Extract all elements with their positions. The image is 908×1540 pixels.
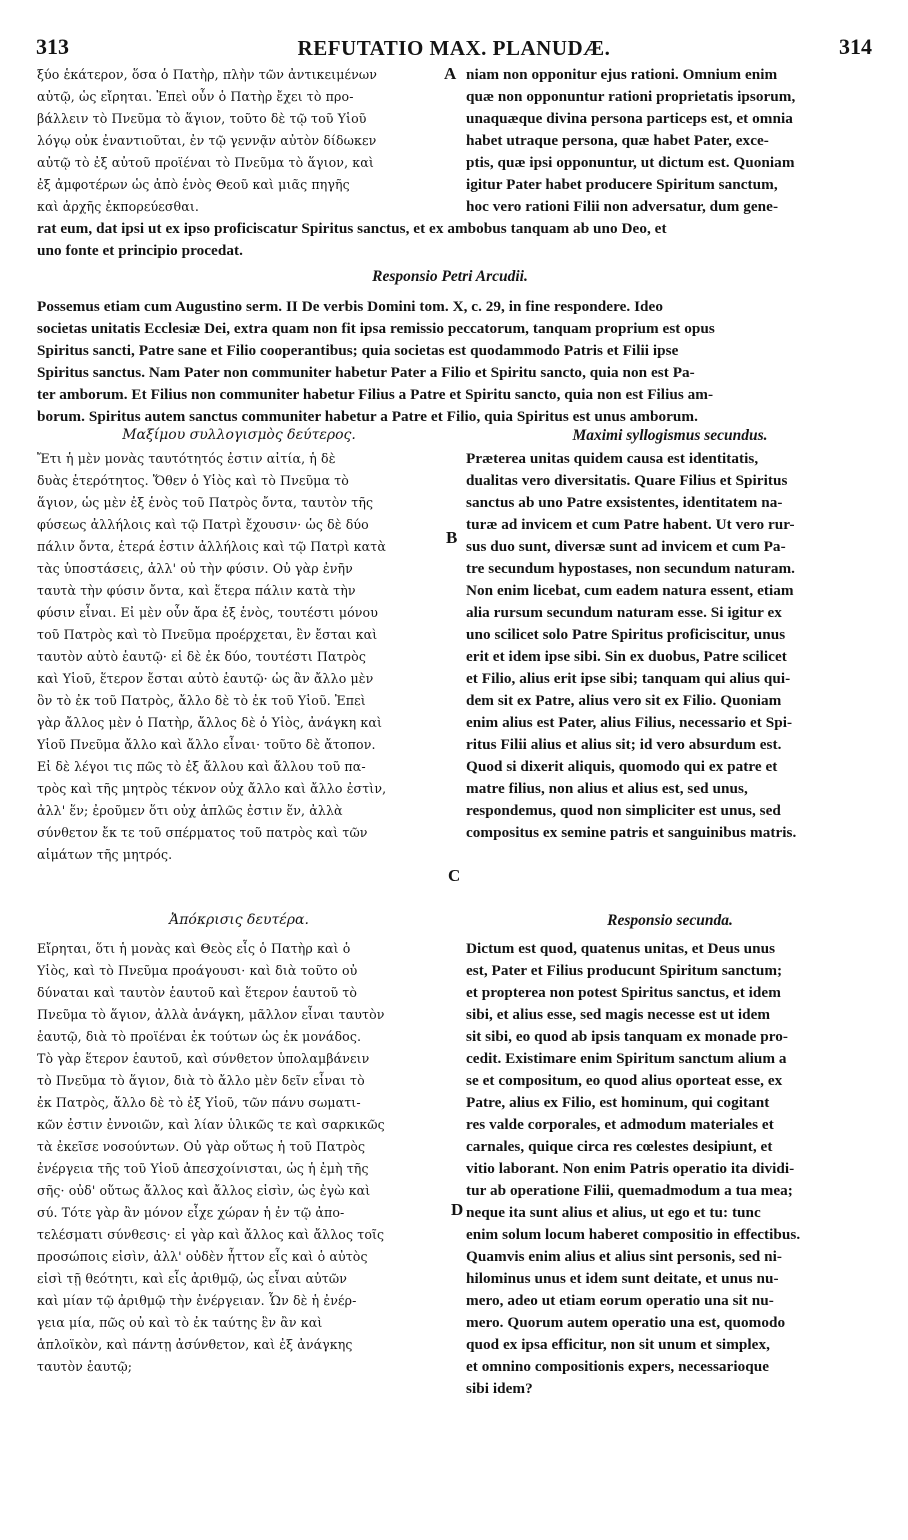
greek-text-line: Τὸ γὰρ ἕτερον ἑαυτοῦ, καὶ σύνθετον ὑπολαμβάνειν (37, 1051, 370, 1066)
greek-text-line: ἐνέργεια τῆς τοῦ Υἱοῦ ἀπεσχοίνισται, ὡς ἡ ἐμὴ τῆς (37, 1161, 369, 1176)
section-a-full-width-lines (37, 218, 877, 262)
page-header (36, 34, 872, 62)
latin-text-line: dualitas vero diversitatis. Quare Filius et Spiritus (466, 472, 788, 489)
latin-text-line: et omnino compositionis expers, necessarioque (466, 1358, 770, 1375)
greek-text-line: ταυτὸν αὐτὸ ἑαυτῷ· εἰ δὲ ἐκ δύο, τουτέστι Πατρὸς (37, 649, 366, 664)
latin-text-line: matre filius, non alius et alius est, sed unus, (466, 780, 748, 797)
latin-text-line: Quod si dixerit aliquis, quomodo qui ex patre et (466, 758, 778, 775)
latin-text-line: alia rursum secundum naturam esse. Si igitur ex (466, 604, 782, 621)
latin-text-line: Spiritus sanctus. Nam Pater non communiter habetur Pater a Filio et Spiritu sancto, quia non est Pa- (37, 364, 695, 381)
page-number-right: 314 (839, 34, 872, 59)
latin-text-line: hoc vero rationi Filii non adversatur, dum gene- (466, 198, 779, 215)
latin-text-line: tre secundum hypostases, non secundum naturam. (466, 560, 796, 577)
greek-text-line: Εἴρηται, ὅτι ἡ μονὰς καὶ Θεὸς εἷς ὁ Πατὴρ καὶ ὁ (37, 941, 351, 956)
greek-text-line: αὐτῷ, ὡς εἴρηται. Ἐπεὶ οὖν ὁ Πατὴρ ἔχει τὸ προ- (37, 89, 354, 104)
latin-text-line: erit et idem ipse sibi. Sin ex duobus, Patre scilicet (466, 648, 787, 665)
latin-text-line: sibi idem? (466, 1380, 533, 1397)
latin-text-line: Dictum est quod, quatenus unitas, et Deus unus (466, 940, 776, 957)
latin-text-line: neque ita sunt alius et alius, ut ego et tu: tunc (466, 1204, 761, 1221)
latin-text-line: igitur Pater habet producere Spiritum sanctum, (466, 176, 778, 193)
section-a-greek-column (37, 64, 441, 218)
latin-text-line: se et compositum, eo quod alius oporteat esse, ex (466, 1072, 783, 1089)
latin-text-line: unaquæque divina persona particeps est, et omnia (466, 110, 793, 127)
latin-text-line: tur ab operatione Filii, quemadmodum a tua mea; (466, 1182, 793, 1199)
responsio-secunda-latin-column (466, 938, 874, 1400)
latin-text-line: et propterea non potest Spiritus sanctus, et idem (466, 984, 781, 1001)
latin-text-line: Non enim licebat, cum eadem natura essent, etiam (466, 582, 794, 599)
latin-text-line: respondemus, quod non simpliciter est unus, sed (466, 802, 781, 819)
greek-text-line: εἰσὶ τῇ θεότητι, καὶ εἷς ἀριθμῷ, ὡς εἶναι αὐτῶν (37, 1271, 347, 1286)
greek-text-line: βάλλειν τὸ Πνεῦμα τὸ ἅγιον, τοῦτο δὲ τῷ τοῦ Υἱοῦ (37, 111, 367, 126)
greek-text-line: ἐξ ἀμφοτέρων ὡς ἀπὸ ἑνὸς Θεοῦ καὶ μιᾶς πηγῆς (37, 177, 350, 192)
latin-text-line: Quamvis enim alius et alius sint personis, sed ni- (466, 1248, 783, 1265)
greek-text-line: δυὰς ἑτερότητος. Ὅθεν ὁ Υἱὸς καὶ τὸ Πνεῦμα τὸ (37, 473, 349, 488)
greek-text-line: φύσιν εἶναι. Εἰ μὲν οὖν ἄρα ἐξ ἑνὸς, τουτέστι μόνου (37, 605, 378, 620)
greek-text-line: τελέσματι σύνθεσις· εἰ γὰρ καὶ ἄλλος καὶ ἄλλος τοῖς (37, 1227, 385, 1242)
latin-text-line: sus duo sunt, diversæ sunt ad invicem et cum Pa- (466, 538, 786, 555)
margin-letter-d: D (451, 1200, 464, 1219)
latin-text-line: enim solum locum haberet compositio in effectibus. (466, 1226, 801, 1243)
greek-text-line: ἀλλ' ἕν; ἐροῦμεν ὅτι οὐχ ἁπλῶς ἐστιν ἕν, ἀλλὰ (37, 803, 343, 818)
greek-text-line: καὶ ἀρχῆς ἐκπορεύεσθαι. (37, 199, 199, 214)
latin-text-line: cedit. Existimare enim Spiritum sanctum alium a (466, 1050, 787, 1067)
latin-text-line: hilominus unus et idem sunt deitate, et unus nu- (466, 1270, 779, 1287)
latin-text-line: mero. Quorum autem operatio una est, quomodo (466, 1314, 786, 1331)
greek-text-line: αἱμάτων τῆς μητρός. (37, 847, 173, 862)
responsio-secunda-greek-heading: Ἀπόκρισις δευτέρα. (169, 912, 309, 928)
latin-text-line: turæ ad invicem et cum Patre habent. Ut vero rur- (466, 516, 795, 533)
greek-text-line: προσώποις εἰσὶν, ἀλλ' οὐδὲν ἧττον εἷς καὶ ὁ αὐτὸς (37, 1249, 368, 1264)
latin-text-line: enim alius est Pater, alius Filius, necessario et Spi- (466, 714, 793, 731)
syllogismus-greek-heading: Μαξίμου συλλογισμὸς δεύτερος. (122, 427, 356, 443)
greek-text-line: ταυτὸν ἑαυτῷ; (37, 1359, 133, 1374)
greek-text-line: γὰρ ἄλλος μὲν ὁ Πατὴρ, ἄλλος δὲ ὁ Υἱὸς, ἀνάγκη καὶ (37, 715, 382, 730)
latin-text-line: dem sit ex Patre, alius vero sit ex Filio. Quoniam (466, 692, 782, 709)
margin-letter-c: C (448, 866, 461, 885)
greek-text-line: τὰς ὑποστάσεις, ἀλλ' οὐ τὴν φύσιν. Οὐ γὰρ ἐνῆν (37, 561, 353, 576)
greek-text-line: ἑαυτῷ, διὰ τὸ προϊέναι ἐκ τούτων ὡς ἐκ μονάδος. (37, 1029, 362, 1044)
latin-text-line: est, Pater et Filius producunt Spiritum sanctum; (466, 962, 783, 979)
greek-text-line: δύναται καὶ ταυτὸν ἑαυτοῦ καὶ ἕτερον ἑαυτοῦ τὸ (37, 985, 358, 1000)
latin-text-line: et Filio, alius erit ipse sibi; tanquam qui alius qui- (466, 670, 791, 687)
latin-text-line: Præterea unitas quidem causa est identitatis, (466, 450, 759, 467)
running-title: REFUTATIO MAX. PLANUDÆ. (297, 36, 611, 60)
greek-text-line: σῆς· οὐδ' οὕτως ἄλλος καὶ ἄλλος εἰσὶν, ὡς ἐγὼ καὶ (37, 1183, 371, 1198)
latin-text-line: mero, adeo ut etiam eorum operatio una sit nu- (466, 1292, 774, 1309)
greek-text-line: Εἰ δὲ λέγοι τις πῶς τὸ ἐξ ἄλλου καὶ ἄλλου τοῦ πα- (37, 759, 366, 774)
latin-text-line: ritus Filii alius et alius sit; id vero absurdum est. (466, 736, 782, 753)
greek-text-line: τοῦ Πατρὸς καὶ τὸ Πνεῦμα προέρχεται, ἓν ἔσται καὶ (37, 627, 378, 642)
latin-text-line: Patre, alius ex Filio, est hominum, qui cogitant (466, 1094, 770, 1111)
greek-text-line: Πνεῦμα τὸ ἅγιον, ἀλλὰ ἀνάγκη, μᾶλλον εἶναι ταυτὸν (37, 1007, 385, 1022)
responsio-secunda-greek-column (37, 938, 441, 1378)
responsio-secunda-latin-heading: Responsio secunda. (607, 912, 733, 929)
greek-text-line: ἅγιον, ὡς μὲν ἐξ ἑνὸς τοῦ Πατρὸς ὄντα, ταυτὸν τῆς (37, 495, 374, 510)
greek-text-line: κῶν ἐστιν ἐννοιῶν, καὶ λίαν ὑλικῶς τε καὶ σαρκικῶς (37, 1117, 385, 1132)
latin-text-line: ptis, quæ ipsi opponuntur, ut dictum est. Quoniam (466, 154, 795, 171)
syllogismus-latin-heading: Maximi syllogismus secundus. (572, 427, 768, 444)
greek-text-line: ταυτὰ τὴν φύσιν ὄντα, καὶ ἕτερα πάλιν κατὰ τὴν (37, 583, 356, 598)
latin-text-line: vitio laborant. Non enim Patris operatio ita dividi- (466, 1160, 795, 1177)
greek-text-line: σύνθετον ἔκ τε τοῦ σπέρματος τοῦ πατρὸς καὶ τῶν (37, 825, 368, 840)
greek-text-line: Υἱοῦ Πνεῦμα ἄλλο καὶ ἄλλο εἶναι· τοῦτο δὲ ἄτοπον. (37, 737, 376, 752)
greek-text-line: ἁπλοϊκὸν, καὶ πάντῃ ἀσύνθετον, καὶ ἐξ ἀνάγκης (37, 1337, 353, 1352)
latin-text-line: quæ non opponuntur rationi proprietatis ipsorum, (466, 88, 796, 105)
latin-text-line: sanctus ab uno Patre exsistentes, identitatem na- (466, 494, 783, 511)
latin-text-line: niam non opponitur ejus rationi. Omnium enim (466, 66, 778, 83)
syllogismus-latin-column (466, 448, 874, 844)
greek-text-line: καὶ μίαν τῷ ἀριθμῷ τὴν ἐνέργειαν. Ὧν δὲ ἡ ἐνέρ- (37, 1293, 357, 1308)
greek-text-line: ἐκ Πατρὸς, ἄλλο δὲ τὸ ἐξ Υἱοῦ, τῶν πάνυ σωματι- (37, 1095, 361, 1110)
latin-text-line: societas unitatis Ecclesiæ Dei, extra quam non fit ipsa remissio peccatorum, tanquam proprium est opus (37, 320, 715, 337)
greek-text-line: καὶ Υἱοῦ, ἕτερον ἔσται αὐτὸ ἑαυτῷ· ὡς ἂν ἄλλο μὲν (37, 671, 374, 686)
latin-text-line: carnales, quique circa res cœlestes desipiunt, et (466, 1138, 773, 1155)
latin-text-line: uno scilicet solo Patre Spiritus proficiscitur, unus (466, 626, 786, 643)
greek-text-line: τὰ ἐκεῖσε νοσούντων. Οὐ γὰρ οὕτως ἡ τοῦ Πατρὸς (37, 1139, 366, 1154)
greek-text-line: σύ. Τότε γὰρ ἂν μόνον εἶχε χώραν ἡ ἐν τῷ ἀπο- (37, 1205, 345, 1220)
margin-letter-b: B (446, 528, 458, 547)
latin-text-line: res valde corporales, et admodum materiales et (466, 1116, 774, 1133)
latin-text-line: ter amborum. Et Filius non communiter habetur Filius a Patre et Spiritu sancto, quia non est Filius am- (37, 386, 714, 403)
greek-text-line: φύσεως ἀλλήλοις καὶ τῷ Πατρὶ ἔχουσιν· ὡς δὲ δύο (37, 517, 369, 532)
latin-text-line: quod ex ipsa efficitur, non sit unum et simplex, (466, 1336, 770, 1353)
greek-text-line: γεια μία, πῶς οὐ καὶ τὸ ἐκ ταύτης ἓν ἂν καὶ (37, 1315, 323, 1330)
page-number-left: 313 (36, 34, 69, 59)
latin-text-line: sit sibi, eo quod ab ipsis tanquam ex monade pro- (466, 1028, 789, 1045)
greek-text-line: Υἱὸς, καὶ τὸ Πνεῦμα προάγουσι· καὶ διὰ τοῦτο οὐ (37, 963, 358, 978)
greek-text-line: αὐτῷ τὸ ἐξ αὐτοῦ προϊέναι τὸ Πνεῦμα τὸ ἅγιον, καὶ (37, 155, 374, 170)
greek-text-line: τρὸς καὶ τῆς μητρὸς τέκνον οὐχ ἄλλο καὶ ἄλλο ἐστὶν, (37, 781, 387, 796)
latin-text-line: compositus ex semine patris et sanguinibus matris. (466, 824, 797, 841)
greek-text-line: ὂν τὸ ἐκ τοῦ Πατρὸς, ἄλλο δὲ τὸ ἐκ τοῦ Υἱοῦ. Ἐπεὶ (37, 693, 366, 708)
responsio-arcudii-text (37, 296, 877, 428)
latin-text-line: uno fonte et principio procedat. (37, 242, 243, 259)
section-a-latin-column (466, 64, 874, 218)
greek-text-line: τὸ Πνεῦμα τὸ ἅγιον, διὰ τὸ ἄλλο μὲν δεῖν εἶναι τὸ (37, 1073, 365, 1088)
greek-text-line: ξύο ἑκάτερον, ὅσα ὁ Πατὴρ, πλὴν τῶν ἀντικειμένων (37, 67, 377, 82)
syllogismus-greek-column (37, 448, 441, 866)
greek-text-line: Ἔτι ἡ μὲν μονὰς ταυτότητός ἐστιν αἰτία, ἡ δὲ (37, 451, 336, 466)
latin-text-line: Spiritus sancti, Patre sane et Filio cooperantibus; quia societas est quodammodo Patris et Filii ipse (37, 342, 679, 359)
responsio-arcudii-heading: Responsio Petri Arcudii. (372, 268, 528, 285)
latin-text-line: habet utraque persona, quæ habet Pater, exce- (466, 132, 769, 149)
margin-letter-a: A (444, 64, 457, 83)
latin-text-line: rat eum, dat ipsi ut ex ipso proficiscatur Spiritus sanctus, et ex ambobus tanquam ab uno Deo, et (37, 220, 667, 237)
greek-text-line: πάλιν ὄντα, ἑτερά ἐστιν ἀλλήλοις καὶ τῷ Πατρὶ κατὰ (37, 539, 386, 554)
latin-text-line: sibi, et alius esse, sed magis necesse est ut idem (466, 1006, 771, 1023)
latin-text-line: Possemus etiam cum Augustino serm. II De verbis Domini tom. X, c. 29, in fine respondere. Ideo (37, 298, 663, 315)
greek-text-line: λόγῳ οὐκ ἐναντιοῦται, ἐν τῷ γεννᾷν αὐτὸν δίδωκεν (37, 133, 377, 148)
latin-text-line: borum. Spiritus autem sanctus communiter habetur a Patre et Filio, quia Spiritus est unus amborum. (37, 408, 698, 425)
